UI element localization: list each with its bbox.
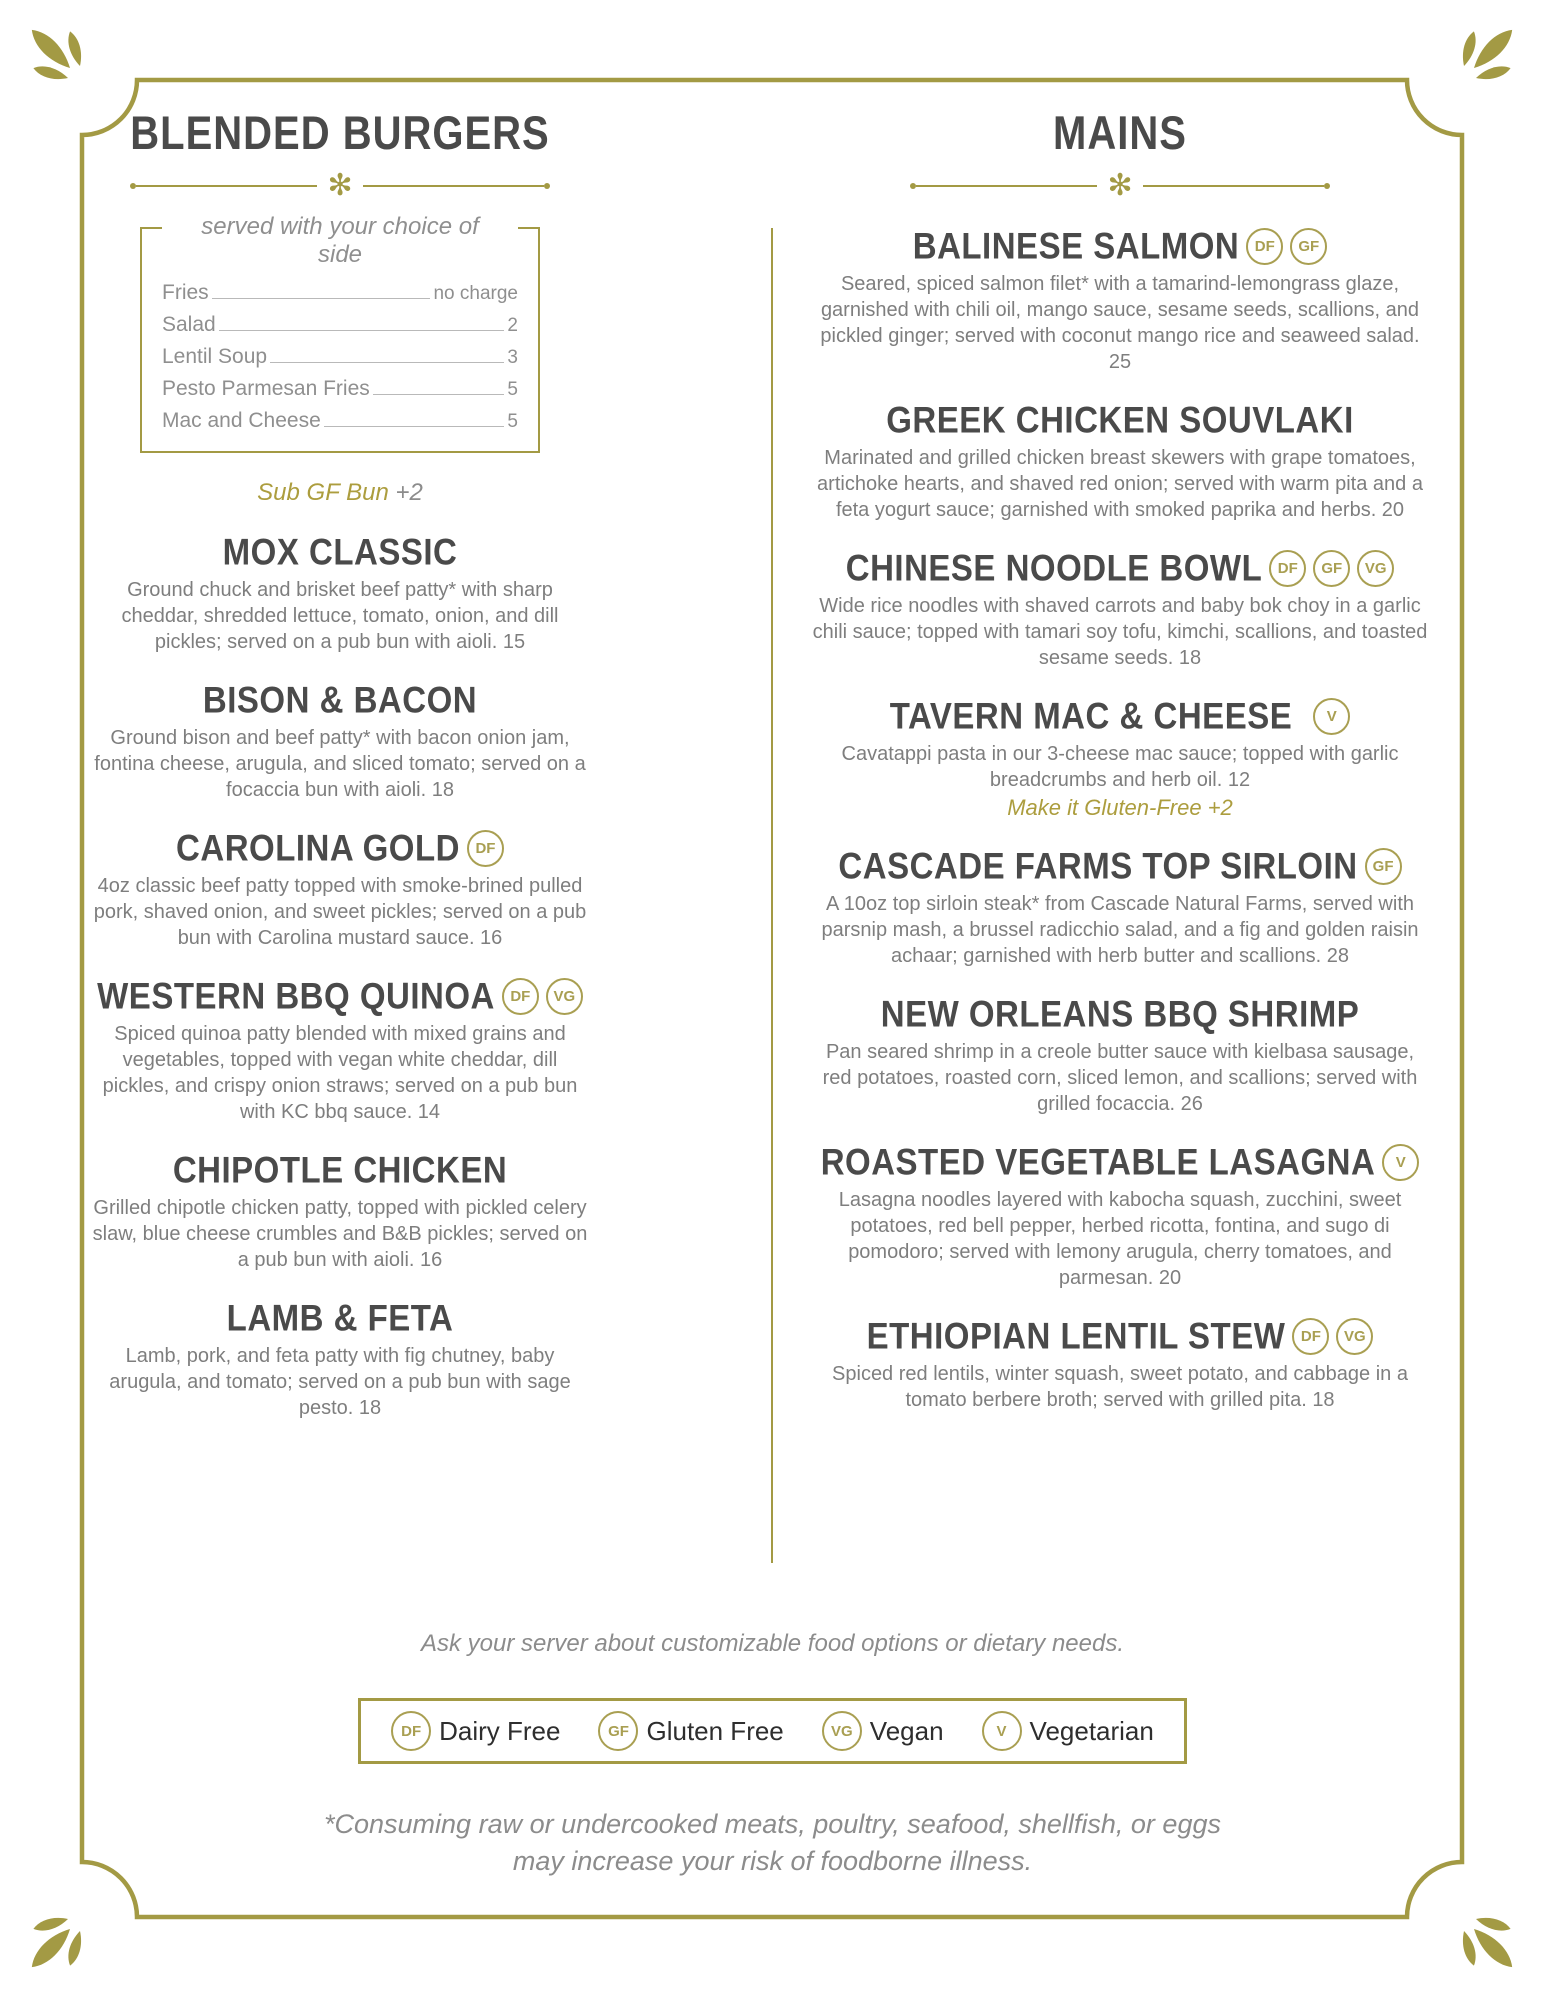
menu-item-description: Spiced quinoa patty blended with mixed grains and vegetables, topped with vegan white cheddar, dill pickles, and crispy onion straws; served on a pub bun with KC bbq sauce. 14 — [102, 1023, 578, 1123]
vegan-badge-icon: VG — [1357, 550, 1394, 587]
legend-label: Vegan — [869, 1715, 944, 1746]
disclaimer-line-2: may increase your risk of foodborne illness. — [512, 1846, 1033, 1876]
section-divider — [130, 171, 550, 201]
menu-item-description: Pan seared shrimp in a creole butter sauce with kielbasa sausage, red potatoes, roasted corn, sliced lemon, and scallions; served with grilled focaccia. 26 — [822, 1041, 1418, 1115]
gluten-free-badge-icon: GF — [1290, 228, 1327, 265]
divider-dot-icon — [544, 183, 550, 189]
menu-item-name: CAROLINA GOLD — [176, 826, 460, 869]
menu-item-description: Wide rice noodles with shaved carrots and baby bok choy in a garlic chili sauce; topped with tamari soy tofu, kimchi, scallions, and toasted sesame seeds. 18 — [812, 595, 1428, 669]
menu-item-name: LAMB & FETA — [226, 1296, 454, 1339]
gluten-free-badge-icon: GF — [598, 1711, 638, 1751]
burgers-section-title: BLENDED BURGERS — [130, 107, 550, 160]
menu-item-description: Lamb, pork, and feta patty with fig chutney, baby arugula, and tomato; served on a pub bun with sage pesto. 18 — [109, 1345, 571, 1419]
menu-item-balinese-salmon — [798, 224, 1442, 375]
side-row — [162, 373, 518, 405]
vegan-badge-icon: VG — [1336, 1318, 1373, 1355]
menu-item-description: Cavatappi pasta in our 3-cheese mac sauce; topped with garlic breadcrumbs and herb oil. 12 — [841, 743, 1399, 791]
gluten-free-badge-icon: GF — [1313, 550, 1350, 587]
menu-item-new-orleans-bbq-shrimp — [798, 992, 1442, 1117]
side-price: no charge — [433, 283, 518, 304]
menu-item-lamb-feta — [88, 1296, 592, 1421]
vegetarian-badge-icon: V — [982, 1711, 1022, 1751]
consumption-disclaimer — [0, 1806, 1545, 1880]
vegetarian-badge-icon: V — [1313, 698, 1350, 735]
divider-dot-icon — [1324, 183, 1330, 189]
side-name: Mac and Cheese — [162, 409, 321, 432]
menu-item-name: CHINESE NOODLE BOWL — [845, 546, 1263, 589]
side-name: Fries — [162, 281, 209, 304]
menu-item-chipotle-chicken — [88, 1148, 592, 1273]
dietary-legend-wrap — [0, 1698, 1545, 1764]
menu-item-name: NEW ORLEANS BBQ SHRIMP — [880, 992, 1360, 1035]
sides-box — [140, 213, 540, 453]
side-name: Salad — [162, 313, 216, 336]
vegetarian-badge-icon: V — [1382, 1144, 1419, 1181]
side-row — [162, 341, 518, 373]
legend-item-gluten-free — [598, 1711, 783, 1751]
side-row — [162, 309, 518, 341]
sides-heading: served with your choice of side — [162, 213, 518, 269]
dairy-free-badge-icon: DF — [467, 830, 504, 867]
menu-item-description: Lasagna noodles layered with kabocha squash, zucchini, sweet potatoes, red bell pepper, herbed ricotta, fontina, and sugo di pomodoro; served with lemony arugula, cherry tomatoes, and parmesan. 20 — [838, 1189, 1402, 1289]
dietary-legend-box — [358, 1698, 1187, 1764]
legend-label: Gluten Free — [646, 1715, 784, 1746]
menu-item-description: 4oz classic beef patty topped with smoke-brined pulled pork, shaved onion, and sweet pickles; served on a pub bun with Carolina mustard sauce. 16 — [93, 875, 587, 949]
menu-item-description: Spiced red lentils, winter squash, sweet potato, and cabbage in a tomato berbere broth; served with grilled pita. 18 — [832, 1363, 1408, 1411]
menu-item-name: WESTERN BBQ QUINOA — [97, 974, 495, 1017]
mains-column — [798, 107, 1442, 1413]
menu-item-ethiopian-lentil-stew — [798, 1314, 1442, 1413]
menu-item-name: GREEK CHICKEN SOUVLAKI — [886, 398, 1354, 441]
dotted-leader — [324, 426, 505, 427]
dairy-free-badge-icon: DF — [502, 978, 539, 1015]
menu-item-description: Seared, spiced salmon filet* with a tamarind-lemongrass glaze, garnished with chili oil, mango sauce, sesame seeds, scallions, and pickled ginger; served with coconut mango rice and seaweed salad. 25 — [820, 273, 1420, 373]
menu-item-description: Marinated and grilled chicken breast skewers with grape tomatoes, artichoke hearts, and shaved red onion; served with warm pita and a feta yogurt sauce; garnished with smoked paprika and herbs. 20 — [817, 447, 1423, 521]
menu-item-tavern-mac-cheese — [798, 694, 1442, 821]
legend-item-dairy-free — [391, 1711, 560, 1751]
dairy-free-badge-icon: DF — [1269, 550, 1306, 587]
side-price: 5 — [507, 379, 518, 400]
server-note: Ask your server about customizable food options or dietary needs. — [420, 1630, 1125, 1657]
side-price: 3 — [507, 347, 518, 368]
menu-item-name: ROASTED VEGETABLE LASAGNA — [820, 1140, 1376, 1183]
dairy-free-badge-icon: DF — [391, 1711, 431, 1751]
menu-item-mox-classic — [88, 530, 592, 655]
section-divider — [910, 171, 1330, 201]
dotted-leader — [270, 362, 504, 363]
menu-item-carolina-gold — [88, 826, 592, 951]
menu-item-description: Grilled chipotle chicken patty, topped with pickled celery slaw, blue cheese crumbles and B&B pickles; served on a pub bun with aioli. 16 — [92, 1197, 588, 1271]
menu-item-name: BALINESE SALMON — [912, 224, 1240, 267]
burgers-column — [88, 107, 592, 1421]
disclaimer-line-1: *Consuming raw or undercooked meats, poultry, seafood, shellfish, or eggs — [324, 1809, 1221, 1839]
flower-icon: ✻ — [1107, 169, 1133, 202]
dotted-leader — [373, 394, 505, 395]
menu-item-chinese-noodle-bowl — [798, 546, 1442, 671]
menu-item-bison-bacon — [88, 678, 592, 803]
vegan-badge-icon: VG — [546, 978, 583, 1015]
side-price: 2 — [507, 315, 518, 336]
gf-bun-note-price: +2 — [395, 479, 423, 506]
side-name: Lentil Soup — [162, 345, 268, 368]
legend-item-vegetarian — [982, 1711, 1154, 1751]
dotted-leader — [219, 330, 505, 331]
menu-item-greek-chicken-souvlaki — [798, 398, 1442, 523]
side-price: 5 — [507, 411, 518, 432]
side-row — [162, 277, 518, 309]
menu-item-description: Ground chuck and brisket beef patty* with sharp cheddar, shredded lettuce, tomato, onion, and dill pickles; served on a pub bun with aioli. 15 — [121, 579, 559, 653]
menu-item-cascade-farms-top-sirloin — [798, 844, 1442, 969]
menu-item-name: CASCADE FARMS TOP SIRLOIN — [838, 844, 1358, 887]
column-divider — [771, 228, 773, 1563]
legend-label: Dairy Free — [439, 1715, 561, 1746]
dairy-free-badge-icon: DF — [1246, 228, 1283, 265]
menu-item-western-bbq-quinoa — [88, 974, 592, 1125]
menu-item-name: TAVERN MAC & CHEESE — [889, 694, 1293, 737]
legend-label: Vegetarian — [1029, 1715, 1154, 1746]
dotted-leader — [212, 298, 431, 299]
menu-item-name: MOX CLASSIC — [222, 530, 458, 573]
mains-section-title: MAINS — [1053, 107, 1187, 160]
side-name: Pesto Parmesan Fries — [162, 377, 370, 400]
menu-item-name: ETHIOPIAN LENTIL STEW — [866, 1314, 1286, 1357]
flower-icon: ✻ — [327, 169, 353, 202]
menu-item-name: CHIPOTLE CHICKEN — [172, 1148, 508, 1191]
gluten-free-badge-icon: GF — [1365, 848, 1402, 885]
dairy-free-badge-icon: DF — [1292, 1318, 1329, 1355]
vegan-badge-icon: VG — [822, 1711, 862, 1751]
menu-item-roasted-vegetable-lasagna — [798, 1140, 1442, 1291]
gluten-free-option-note: Make it Gluten-Free +2 — [1007, 795, 1233, 820]
side-row — [162, 405, 518, 437]
gf-bun-note — [88, 479, 592, 507]
legend-item-vegan — [822, 1711, 944, 1751]
menu-item-description: A 10oz top sirloin steak* from Cascade Natural Farms, served with parsnip mash, a brussel radicchio salad, and a fig and golden raisin achaar; garnished with herb butter and scallions. 28 — [821, 893, 1419, 967]
gf-bun-note-text: Sub GF Bun — [257, 479, 389, 506]
menu-item-description: Ground bison and beef patty* with bacon onion jam, fontina cheese, arugula, and sliced tomato; served on a focaccia bun with aioli. 18 — [94, 727, 586, 801]
sides-list — [162, 277, 518, 437]
menu-item-name: BISON & BACON — [202, 678, 478, 721]
